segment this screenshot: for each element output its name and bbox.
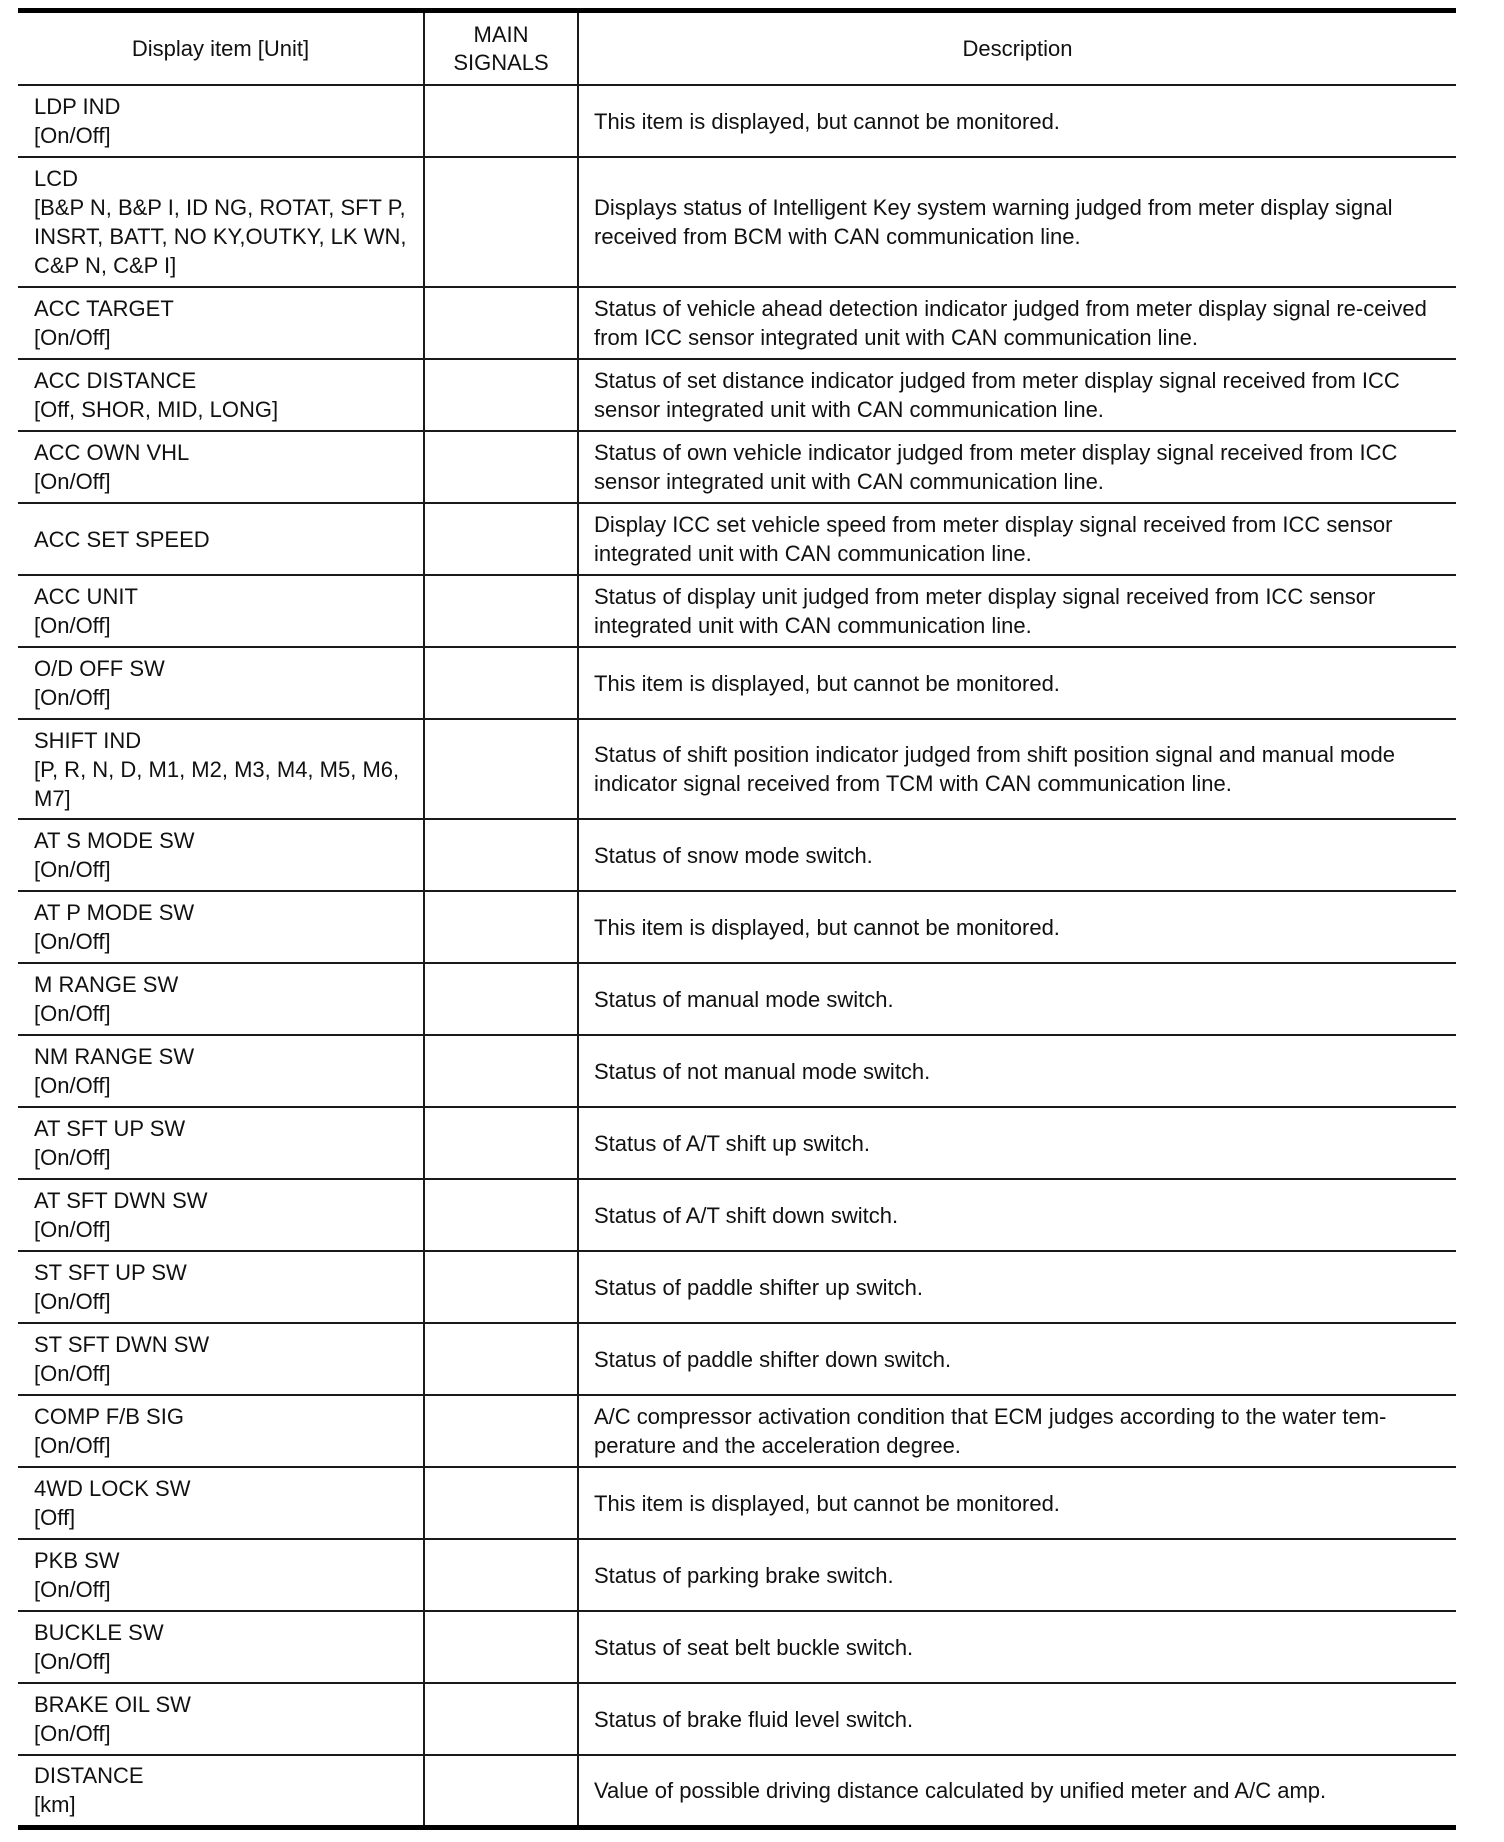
main-signals-cell [424,891,578,963]
display-item-name: COMP F/B SIG [34,1404,184,1429]
data-monitor-table [18,8,1456,1830]
display-item-unit: [km] [34,1792,76,1818]
table-row [18,575,1456,647]
display-item-unit: [On/Off] [34,1145,111,1170]
display-item-cell [18,85,424,157]
description-cell: Status of brake fluid level switch. [578,1683,1456,1755]
display-item-cell [18,1251,424,1323]
table-row [18,891,1456,963]
display-item-name: SHIFT IND [34,727,142,753]
table-row [18,503,1456,575]
description-cell: Display ICC set vehicle speed from meter display signal received from ICC sensor integrated unit with CAN communication line. [578,503,1456,575]
main-signals-cell [424,1539,578,1611]
display-item-cell [18,719,424,819]
display-item-unit: [On/Off] [34,685,111,710]
description-cell: This item is displayed, but cannot be monitored. [578,891,1456,963]
display-item-cell [18,647,424,719]
table-row [18,1107,1456,1179]
display-item-cell [18,1035,424,1107]
main-signals-cell [424,1467,578,1539]
display-item-name: ST SFT DWN SW [34,1332,210,1357]
description-cell: Status of seat belt buckle switch. [578,1611,1456,1683]
main-signals-cell [424,1395,578,1467]
display-item-name: ACC OWN VHL [34,440,190,465]
display-item-cell [18,1611,424,1683]
display-item-name: PKB SW [34,1548,120,1573]
display-item-name: M RANGE SW [34,972,179,997]
display-item-unit: [On/Off] [34,1649,111,1674]
display-item-name: AT P MODE SW [34,900,195,925]
description-cell: Status of A/T shift down switch. [578,1179,1456,1251]
description-cell: Status of set distance indicator judged from meter display signal received from ICC sensor integrated unit with CAN communication line. [578,359,1456,431]
display-item-name: ACC UNIT [34,584,138,609]
display-item-name: O/D OFF SW [34,656,165,681]
description-cell: Status of paddle shifter up switch. [578,1251,1456,1323]
main-signals-cell [424,1323,578,1395]
table-row [18,719,1456,819]
display-item-unit: [B&P N, B&P I, ID NG, ROTAT, SFT P, INSRT, BATT, NO KY,OUTKY, LK WN, C&P N, C&P I] [34,195,407,278]
display-item-unit: [On/Off] [34,613,111,638]
display-item-name: DISTANCE [34,1763,144,1789]
main-signals-cell [424,719,578,819]
table-row [18,1179,1456,1251]
display-item-name: NM RANGE SW [34,1044,195,1069]
main-signals-cell [424,819,578,891]
table-row [18,85,1456,157]
display-item-cell [18,1107,424,1179]
main-signals-cell [424,503,578,575]
display-item-name: LDP IND [34,94,121,119]
display-item-cell [18,1323,424,1395]
description-cell: This item is displayed, but cannot be monitored. [578,85,1456,157]
display-item-name: AT S MODE SW [34,828,195,853]
table-row [18,1611,1456,1683]
display-item-unit: [On/Off] [34,1289,111,1314]
main-signals-cell [424,157,578,287]
display-item-unit: [P, R, N, D, M1, M2, M3, M4, M5, M6, M7] [34,756,400,811]
table-row [18,287,1456,359]
table-row [18,1755,1456,1827]
main-signals-cell [424,1611,578,1683]
display-item-name: BUCKLE SW [34,1620,164,1645]
main-signals-cell [424,359,578,431]
display-item-name: ACC TARGET [34,296,174,321]
description-cell: Status of A/T shift up switch. [578,1107,1456,1179]
display-item-unit: [On/Off] [34,929,111,954]
description-cell: Status of manual mode switch. [578,963,1456,1035]
header-main-signals-label: MAIN SIGNALS [453,21,549,75]
main-signals-cell [424,575,578,647]
description-cell: This item is displayed, but cannot be monitored. [578,647,1456,719]
main-signals-cell [424,85,578,157]
display-item-unit: [On/Off] [34,123,111,148]
description-cell: Status of shift position indicator judged from shift position signal and manual mode indicator signal received from TCM with CAN communication line. [578,719,1456,819]
display-item-unit: [On/Off] [34,1217,111,1242]
main-signals-cell [424,1251,578,1323]
description-cell: Status of own vehicle indicator judged from meter display signal received from ICC sensor integrated unit with CAN communication line. [578,431,1456,503]
main-signals-cell [424,1035,578,1107]
main-signals-cell [424,1179,578,1251]
main-signals-cell [424,963,578,1035]
table-row [18,157,1456,287]
display-item-cell [18,891,424,963]
description-cell: Status of vehicle ahead detection indicator judged from meter display signal re-ceived from ICC sensor integrated unit with CAN communication line. [578,287,1456,359]
description-cell: Value of possible driving distance calculated by unified meter and A/C amp. [578,1755,1456,1827]
display-item-name: ST SFT UP SW [34,1260,187,1285]
display-item-cell [18,1755,424,1827]
main-signals-cell [424,1107,578,1179]
display-item-cell [18,1395,424,1467]
description-cell: Displays status of Intelligent Key system warning judged from meter display signal received from BCM with CAN communication line. [578,157,1456,287]
main-signals-cell [424,1683,578,1755]
display-item-name: ACC DISTANCE [34,368,197,393]
display-item-unit: [Off, SHOR, MID, LONG] [34,397,279,422]
display-item-unit: [On/Off] [34,1577,111,1602]
description-cell: Status of snow mode switch. [578,819,1456,891]
display-item-cell [18,503,424,575]
table-row [18,1467,1456,1539]
display-item-name: 4WD LOCK SW [34,1476,191,1501]
description-cell: This item is displayed, but cannot be monitored. [578,1467,1456,1539]
table-row [18,819,1456,891]
display-item-unit: [On/Off] [34,1073,111,1098]
display-item-cell [18,1467,424,1539]
display-item-cell [18,1539,424,1611]
display-item-cell [18,1683,424,1755]
display-item-cell [18,1179,424,1251]
main-signals-cell [424,647,578,719]
table-body [18,85,1456,1827]
description-cell: A/C compressor activation condition that ECM judges according to the water tem-perature and the acceleration degree. [578,1395,1456,1467]
display-item-unit: [On/Off] [34,469,111,494]
description-cell: Status of display unit judged from meter display signal received from ICC sensor integrated unit with CAN communication line. [578,575,1456,647]
main-signals-cell [424,287,578,359]
header-main-signals [424,11,578,86]
display-item-unit: [On/Off] [34,1433,111,1458]
display-item-cell [18,963,424,1035]
display-item-cell [18,819,424,891]
display-item-name: ACC SET SPEED [34,526,210,552]
description-cell: Status of parking brake switch. [578,1539,1456,1611]
display-item-name: AT SFT UP SW [34,1116,186,1141]
display-item-unit: [On/Off] [34,1001,111,1026]
table-row [18,1683,1456,1755]
table-row [18,647,1456,719]
display-item-unit: [On/Off] [34,857,111,882]
main-signals-cell [424,431,578,503]
display-item-unit: [On/Off] [34,1721,111,1746]
header-row [18,11,1456,86]
description-cell: Status of paddle shifter down switch. [578,1323,1456,1395]
display-item-unit: [On/Off] [34,325,111,350]
display-item-name: AT SFT DWN SW [34,1188,208,1213]
display-item-name: BRAKE OIL SW [34,1692,191,1717]
display-item-unit: [On/Off] [34,1361,111,1386]
header-display-item: Display item [Unit] [18,11,424,86]
table-row [18,1323,1456,1395]
description-cell: Status of not manual mode switch. [578,1035,1456,1107]
header-description: Description [578,11,1456,86]
display-item-cell [18,575,424,647]
table-row [18,1539,1456,1611]
table-row [18,1035,1456,1107]
display-item-cell [18,157,424,287]
table-row [18,1395,1456,1467]
table-row [18,359,1456,431]
table-row [18,431,1456,503]
table-row [18,1251,1456,1323]
display-item-unit: [Off] [34,1505,76,1530]
display-item-cell [18,287,424,359]
display-item-cell [18,431,424,503]
main-signals-cell [424,1755,578,1827]
table-row [18,963,1456,1035]
display-item-name: LCD [34,166,79,191]
display-item-cell [18,359,424,431]
